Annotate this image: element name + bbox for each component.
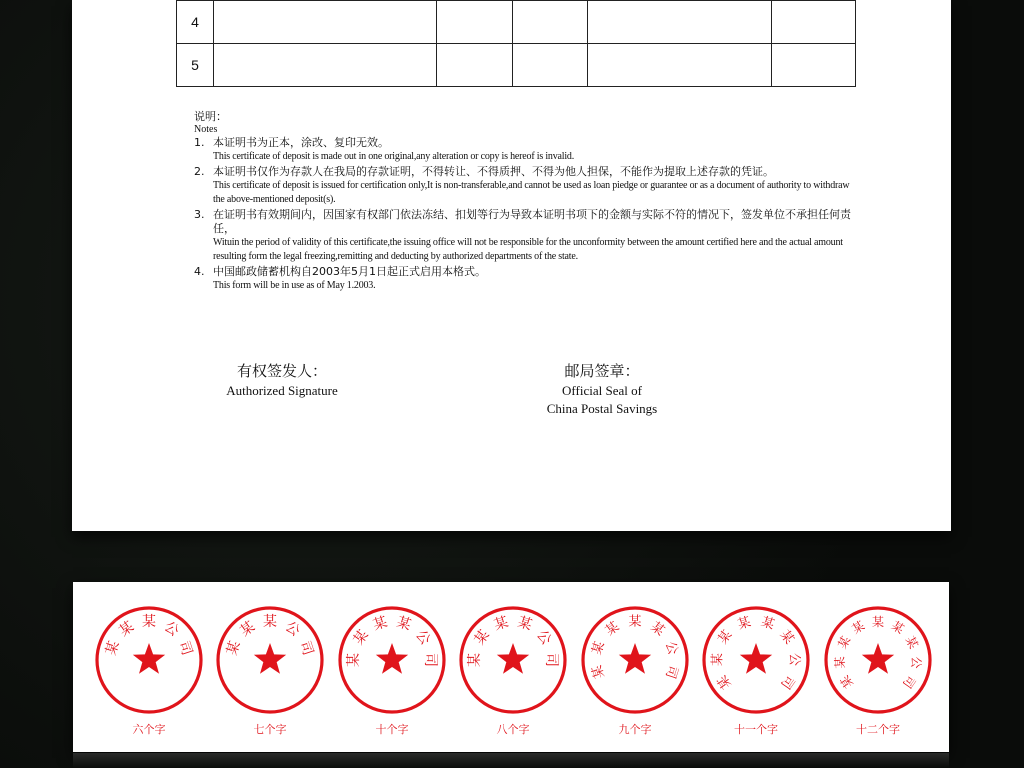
seal-graphic xyxy=(214,604,326,716)
seal-char: 某 xyxy=(776,627,797,648)
table-cell xyxy=(772,44,856,87)
seal-label: 十二个字 xyxy=(856,723,900,736)
star-icon xyxy=(497,643,529,674)
note-item xyxy=(194,136,854,165)
star-icon xyxy=(133,643,165,674)
seal-char: 某 xyxy=(394,614,413,634)
seal-char: 某 xyxy=(589,663,609,681)
seal-char: 司 xyxy=(661,663,681,681)
official-seal-en-line1: Official Seal of xyxy=(562,383,642,398)
company-seal-9 xyxy=(579,604,691,716)
table-cell xyxy=(588,1,772,44)
seal-char: 某 xyxy=(263,614,277,630)
authorized-signature xyxy=(202,360,362,400)
seal-graphic xyxy=(700,604,812,716)
seal-graphic xyxy=(822,604,934,716)
company-seal-10 xyxy=(336,604,448,716)
deposit-table xyxy=(176,0,856,87)
seal-label: 十一个字 xyxy=(734,723,778,736)
seal-char: 某 xyxy=(350,627,372,649)
seal-char: 公 xyxy=(412,627,434,649)
seal-char: 司 xyxy=(296,639,316,658)
seal-label: 十个字 xyxy=(375,723,409,736)
table-row xyxy=(177,1,856,44)
seal-char: 某 xyxy=(467,653,483,667)
star-icon xyxy=(376,643,408,674)
note-item xyxy=(194,165,854,208)
seal-char: 某 xyxy=(849,618,868,637)
seal-char: 某 xyxy=(871,615,885,629)
seal-char: 某 xyxy=(371,614,390,634)
seal-char: 公 xyxy=(786,652,802,667)
note-text-en: This certificate of deposit is made out in one original,any alteration or copy is hereof is invalid. xyxy=(213,151,575,162)
seal-char: 某 xyxy=(759,614,777,633)
seal-label: 七个字 xyxy=(253,723,287,736)
table-cell xyxy=(214,44,437,87)
seal-graphic xyxy=(457,604,569,716)
seal-char: 某 xyxy=(492,614,511,634)
seal-char: 某 xyxy=(103,639,123,658)
note-text-zh: 本证明书为正本，涂改、复印无效。 xyxy=(213,136,389,149)
note-text-zh: 中国邮政储蓄机构自2003年5月1日起正式启用本格式。 xyxy=(213,264,486,278)
seal-char: 公 xyxy=(533,627,555,649)
seal-graphic xyxy=(579,604,691,716)
star-icon xyxy=(740,643,772,674)
row-number: 5 xyxy=(177,44,214,87)
seal-char: 某 xyxy=(142,614,156,630)
seal-char: 公 xyxy=(160,618,182,640)
seal-char: 某 xyxy=(888,618,907,637)
table-cell xyxy=(772,1,856,44)
seal-label: 九个字 xyxy=(618,723,652,736)
official-seal-en-line2: China Postal Savings xyxy=(546,401,658,416)
seal-char: 某 xyxy=(735,614,753,633)
note-text-zh: 本证明书仅作为存款人在我局的存款证明，不得转让、不得质押、不得为他人担保，不能作为提取上述存款的凭证。 xyxy=(213,164,774,178)
note-item xyxy=(194,265,854,294)
seal-char: 公 xyxy=(661,639,681,657)
note-number: 1. xyxy=(194,136,205,149)
seal-char: 公 xyxy=(281,618,303,640)
seal-samples-panel xyxy=(73,582,949,752)
table-cell xyxy=(214,1,437,44)
company-seal-7 xyxy=(214,604,326,716)
seal-char: 某 xyxy=(471,627,493,649)
seal-char: 某 xyxy=(602,619,623,640)
seal-char: 某 xyxy=(515,614,534,634)
seal-char: 某 xyxy=(837,672,857,691)
star-icon xyxy=(254,643,286,674)
authorized-signature-en: Authorized Signature xyxy=(226,383,338,398)
seal-char: 某 xyxy=(237,618,259,640)
note-number: 3. xyxy=(194,207,205,221)
seal-char: 某 xyxy=(346,653,362,667)
official-seal-block xyxy=(517,360,687,418)
row-number: 4 xyxy=(177,1,214,44)
table-cell xyxy=(437,1,513,44)
seal-char: 公 xyxy=(908,656,924,669)
company-seal-8 xyxy=(457,604,569,716)
seal-graphic xyxy=(93,604,205,716)
official-seal-zh: 邮局签章： xyxy=(564,362,640,380)
note-number: 2. xyxy=(194,164,205,178)
company-seal-11 xyxy=(700,604,812,716)
seal-char: 某 xyxy=(902,633,921,652)
company-seal-12 xyxy=(822,604,934,716)
table-cell xyxy=(588,44,772,87)
star-icon xyxy=(862,643,894,674)
seal-char: 司 xyxy=(777,672,798,692)
seal-char: 司 xyxy=(422,653,438,667)
table-cell xyxy=(513,1,588,44)
notes-title: 说明： xyxy=(194,110,227,123)
note-text-en: This form will be in use as of May 1.2003. xyxy=(213,279,376,291)
seal-char: 某 xyxy=(835,633,854,652)
seal-graphic xyxy=(336,604,448,716)
note-text-en: This certificate of deposit is issued for certification only,It is non-transferable,and cannot be used as loan piedge or guarantee or as a document of authority to withdraw the above-mentioned deposit(s). xyxy=(213,179,850,205)
note-number: 4. xyxy=(194,264,205,278)
seal-char: 某 xyxy=(589,639,609,657)
table-row xyxy=(177,44,856,87)
notes-subtitle: Notes xyxy=(194,124,218,135)
table-cell xyxy=(437,44,513,87)
seal-char: 某 xyxy=(710,652,726,667)
panel-reflection xyxy=(73,753,949,768)
seal-label: 八个字 xyxy=(496,723,530,736)
seal-char: 某 xyxy=(715,627,736,648)
note-text-zh: 在证明书有效期间内，因国家有权部门依法冻结、扣划等行为导致本证明书项下的金额与实际不符的情况下，签发单位不承担任何责任， xyxy=(213,207,851,235)
star-icon xyxy=(619,643,651,674)
seal-char: 司 xyxy=(175,639,195,658)
seal-label: 六个字 xyxy=(132,723,166,736)
seal-char: 某 xyxy=(628,614,642,630)
seal-char: 司 xyxy=(899,672,919,691)
table-cell xyxy=(513,44,588,87)
seal-char: 某 xyxy=(224,639,244,658)
seal-char: 某 xyxy=(647,619,668,640)
note-text-en: Wituin the period of validity of this certificate,the issuing office will not be responsible for the unconformity between the amount certified here and the actual amount resulting form the legal freezing,remitting and deducting by authorized departments of the state. xyxy=(213,236,843,262)
seal-char: 某 xyxy=(714,672,735,692)
seal-char: 某 xyxy=(116,618,138,640)
certificate-sheet xyxy=(72,0,951,531)
seal-char: 某 xyxy=(832,656,848,669)
authorized-signature-zh: 有权签发人： xyxy=(236,362,327,380)
seal-char: 司 xyxy=(543,653,559,667)
company-seal-6 xyxy=(93,604,205,716)
note-item xyxy=(194,208,854,265)
notes-section xyxy=(194,110,854,293)
